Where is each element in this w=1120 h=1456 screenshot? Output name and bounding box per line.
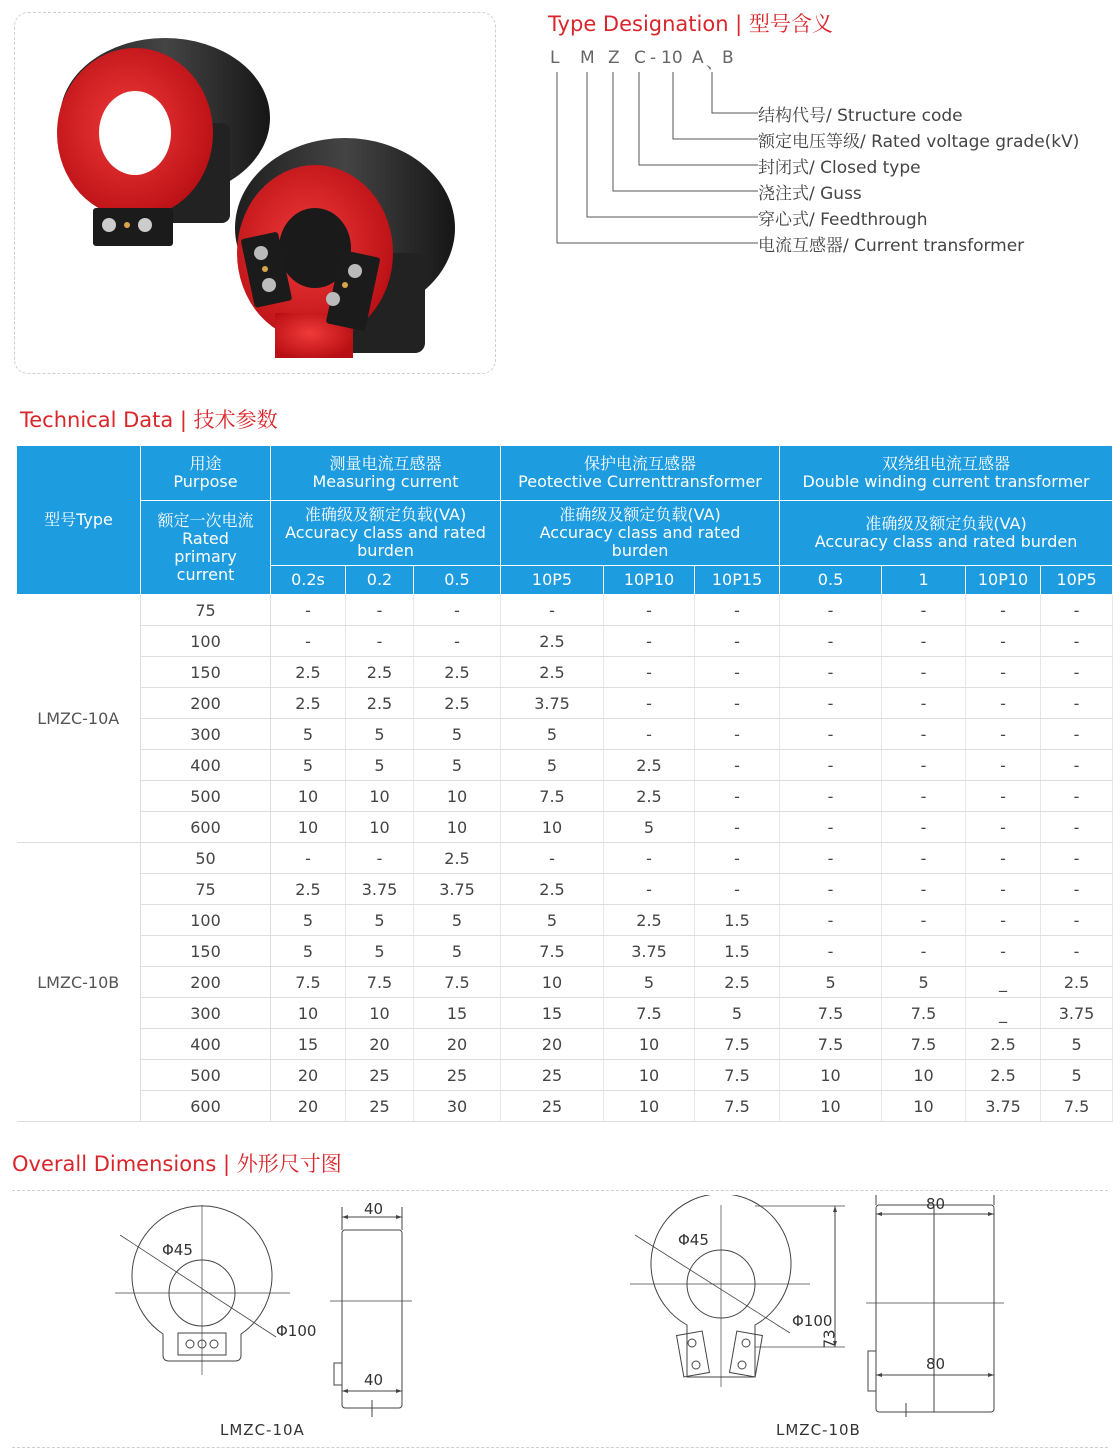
burden-cell: 3.75 [1041,998,1113,1029]
burden-cell: - [1041,657,1113,688]
burden-cell: 10 [271,998,346,1029]
burden-cell: - [966,812,1041,843]
burden-cell: 10 [271,812,346,843]
table-row [17,719,1113,750]
burden-cell: - [780,595,882,626]
header-purpose-en: Purpose [173,472,238,491]
burden-cell: 2.5 [501,874,604,905]
model-name-cell: LMZC-10B [17,843,141,1122]
burden-cell: 5 [271,719,346,750]
burden-cell: - [346,843,414,874]
code-letter: C [634,48,646,68]
burden-cell: 20 [501,1029,604,1060]
header-measuring [271,446,501,501]
burden-cell: 5 [414,936,501,967]
dim-b-outer-dia: Φ100 [792,1312,833,1330]
burden-cell: - [1041,874,1113,905]
burden-cell: 2.5 [271,657,346,688]
burden-cell: - [695,719,780,750]
burden-cell: 5 [271,936,346,967]
burden-cell: 5 [1041,1060,1113,1091]
rated-current-cell: 150 [141,657,271,688]
burden-cell: - [780,750,882,781]
legend-guss: 浇注式/ Guss [758,184,862,204]
burden-cell: - [882,657,966,688]
burden-cell: 7.5 [882,1029,966,1060]
burden-cell: 10 [271,781,346,812]
burden-cell: 1.5 [695,936,780,967]
burden-cell: - [882,688,966,719]
burden-cell: - [604,874,695,905]
burden-cell: - [1041,843,1113,874]
burden-cell: - [1041,905,1113,936]
burden-cell: 10 [414,781,501,812]
rated-current-cell: 400 [141,750,271,781]
header-model: 型号Type [17,446,141,595]
burden-cell: - [604,719,695,750]
rated-current-cell: 150 [141,936,271,967]
code-letter: 、 [706,53,723,73]
current-transformer-photo [15,13,495,373]
rated-current-cell: 100 [141,626,271,657]
burden-cell: - [966,626,1041,657]
rated-current-cell: 75 [141,874,271,905]
burden-cell: 5 [414,750,501,781]
burden-cell: - [882,626,966,657]
table-row [17,905,1113,936]
burden-cell: - [882,843,966,874]
burden-cell: - [966,719,1041,750]
burden-cell: 2.5 [695,967,780,998]
burden-cell: - [780,781,882,812]
burden-cell: - [882,781,966,812]
burden-cell: - [780,843,882,874]
legend-feedthrough: 穿心式/ Feedthrough [758,210,928,230]
burden-cell: - [695,750,780,781]
burden-cell: 15 [414,998,501,1029]
top-divider [12,1190,1108,1191]
burden-cell: - [882,719,966,750]
bottom-divider [12,1447,1108,1448]
burden-cell: 5 [604,967,695,998]
designation-leader-lines [548,70,760,250]
header-protective-accuracy: 准确级及额定负载(VA) Accuracy class and rated burden [501,501,780,566]
table-row [17,812,1113,843]
burden-cell: 10 [346,781,414,812]
burden-cell: 5 [271,905,346,936]
burden-cell: - [780,719,882,750]
header-rated-current [141,501,271,595]
burden-cell: - [966,843,1041,874]
burden-cell: 3.75 [346,874,414,905]
table-row [17,1091,1113,1122]
burden-cell: 10 [604,1029,695,1060]
header-double-acc-cn: 准确级及额定负载(VA) [865,514,1027,533]
header-purpose [141,446,271,501]
burden-cell: 5 [882,967,966,998]
table-row [17,750,1113,781]
code-letter: B [722,48,734,68]
technical-data-table [16,445,1113,1122]
table-row [17,781,1113,812]
burden-cell: - [966,781,1041,812]
burden-cell: - [604,657,695,688]
burden-cell: 2.5 [604,781,695,812]
burden-cell: - [966,595,1041,626]
header-class: 0.5 [414,566,501,595]
rated-current-cell: 300 [141,719,271,750]
burden-cell: 7.5 [695,1091,780,1122]
burden-cell: 7.5 [271,967,346,998]
burden-cell: - [1041,750,1113,781]
burden-cell: 5 [501,905,604,936]
burden-cell: - [271,626,346,657]
product-photo [14,12,496,374]
burden-cell: - [1041,812,1113,843]
burden-cell: - [414,626,501,657]
burden-cell: - [604,843,695,874]
burden-cell: 7.5 [882,998,966,1029]
legend-closed-type: 封闭式/ Closed type [758,158,921,178]
technical-data-body [17,595,1113,1122]
dim-b-height: 73 [820,1329,839,1349]
header-measuring-accuracy: 准确级及额定负载(VA) Accuracy class and rated burden [271,501,501,566]
burden-cell: - [695,657,780,688]
header-class: 10P15 [695,566,780,595]
dim-b-inner-dia: Φ45 [678,1231,709,1249]
burden-cell: 5 [604,812,695,843]
header-measuring-en: Measuring current [312,472,459,491]
header-double-accuracy [780,501,1113,566]
header-purpose-cn: 用途 [189,454,222,473]
burden-cell: - [414,595,501,626]
code-letter: A [692,48,704,68]
rated-current-cell: 200 [141,688,271,719]
table-row [17,626,1113,657]
burden-cell: - [882,874,966,905]
burden-cell: - [780,874,882,905]
rated-current-cell: 50 [141,843,271,874]
burden-cell: - [882,595,966,626]
burden-cell: 10 [346,998,414,1029]
burden-cell: 10 [604,1060,695,1091]
burden-cell: 2.5 [604,750,695,781]
header-class: 0.2 [346,566,414,595]
burden-cell: - [966,936,1041,967]
header-measuring-cn: 测量电流互感器 [329,454,442,473]
burden-cell: 5 [780,967,882,998]
burden-cell: 5 [346,905,414,936]
burden-cell: 10 [501,967,604,998]
burden-cell: 2.5 [604,905,695,936]
table-row [17,967,1113,998]
burden-cell: - [604,595,695,626]
burden-cell: - [695,812,780,843]
header-double-cn: 双绕组电流互感器 [882,454,1011,473]
burden-cell: - [695,843,780,874]
burden-cell: 7.5 [501,936,604,967]
legend-current-transformer: 电流互感器/ Current transformer [758,236,1025,256]
burden-cell: 10 [414,812,501,843]
header-class: 0.5 [780,566,882,595]
burden-cell: 25 [501,1060,604,1091]
burden-cell: 10 [882,1060,966,1091]
burden-cell: - [882,936,966,967]
table-row [17,688,1113,719]
burden-cell: 5 [271,750,346,781]
burden-cell: 2.5 [271,874,346,905]
header-protective-en: Peotective Currenttransformer [518,472,762,491]
burden-cell: 30 [414,1091,501,1122]
burden-cell: 5 [501,750,604,781]
burden-cell: - [271,595,346,626]
burden-cell: 25 [346,1060,414,1091]
rated-current-cell: 600 [141,1091,271,1122]
table-row [17,1029,1113,1060]
burden-cell: - [780,905,882,936]
burden-cell: - [604,626,695,657]
burden-cell: - [695,781,780,812]
burden-cell: 25 [501,1091,604,1122]
burden-cell: - [1041,781,1113,812]
technical-data-title: Technical Data | 技术参数 [20,408,278,432]
burden-cell: 2.5 [346,657,414,688]
rated-current-cell: 400 [141,1029,271,1060]
burden-cell: - [780,657,882,688]
dim-a-inner-dia: Φ45 [162,1241,193,1259]
rated-current-cell: 200 [141,967,271,998]
burden-cell: 20 [414,1029,501,1060]
burden-cell: - [501,595,604,626]
legend-rated-voltage: 额定电压等级/ Rated voltage grade(kV) [758,132,1080,152]
burden-cell: - [966,750,1041,781]
burden-cell: 7.5 [695,1060,780,1091]
burden-cell: 7.5 [346,967,414,998]
burden-cell: 2.5 [966,1060,1041,1091]
burden-cell: 25 [414,1060,501,1091]
header-class: 0.2s [271,566,346,595]
burden-cell: 1.5 [695,905,780,936]
drawing-lmzc-10b [620,1195,1020,1420]
burden-cell: - [780,936,882,967]
burden-cell: - [501,843,604,874]
burden-cell: - [1041,626,1113,657]
table-row [17,936,1113,967]
model-name-cell: LMZC-10A [17,595,141,843]
burden-cell: 3.75 [604,936,695,967]
burden-cell: 5 [414,719,501,750]
table-row [17,874,1113,905]
burden-cell: 2.5 [414,657,501,688]
burden-cell: 7.5 [501,781,604,812]
burden-cell: - [780,812,882,843]
burden-cell: _ [966,998,1041,1029]
table-row [17,843,1113,874]
burden-cell: 2.5 [1041,967,1113,998]
burden-cell: 7.5 [780,1029,882,1060]
burden-cell: 2.5 [346,688,414,719]
burden-cell: 20 [271,1091,346,1122]
burden-cell: - [1041,688,1113,719]
burden-cell: 10 [604,1091,695,1122]
burden-cell: - [695,874,780,905]
burden-cell: - [780,688,882,719]
burden-cell: 2.5 [501,657,604,688]
burden-cell: - [1041,936,1113,967]
type-designation-title: Type Designation | 型号含义 [548,12,833,36]
legend-structure-code: 结构代号/ Structure code [758,106,963,126]
header-class: 1 [882,566,966,595]
dim-a-outer-dia: Φ100 [276,1322,317,1340]
burden-cell: 5 [695,998,780,1029]
burden-cell: 3.75 [966,1091,1041,1122]
rated-current-cell: 75 [141,595,271,626]
burden-cell: 2.5 [501,626,604,657]
code-letter: L [550,48,560,68]
burden-cell: - [695,688,780,719]
burden-cell: - [882,750,966,781]
burden-cell: 10 [780,1091,882,1122]
burden-cell: 7.5 [780,998,882,1029]
header-class: 10P10 [966,566,1041,595]
burden-cell: 2.5 [414,843,501,874]
burden-cell: 7.5 [604,998,695,1029]
burden-cell: - [966,688,1041,719]
code-letter: Z [608,48,620,68]
burden-cell: - [882,812,966,843]
burden-cell: - [346,595,414,626]
table-row [17,657,1113,688]
burden-cell: - [966,905,1041,936]
burden-cell: - [695,595,780,626]
burden-cell: _ [966,967,1041,998]
rated-current-cell: 500 [141,1060,271,1091]
burden-cell: 10 [501,812,604,843]
burden-cell: - [604,688,695,719]
burden-cell: 7.5 [414,967,501,998]
burden-cell: - [346,626,414,657]
burden-cell: 7.5 [1041,1091,1113,1122]
table-row [17,1060,1113,1091]
burden-cell: 10 [780,1060,882,1091]
burden-cell: 10 [882,1091,966,1122]
code-letter: M [580,48,595,68]
caption-lmzc-10a: LMZC-10A [220,1421,305,1439]
burden-cell: - [966,874,1041,905]
burden-cell: 5 [346,750,414,781]
burden-cell: 2.5 [966,1029,1041,1060]
burden-cell: 20 [271,1060,346,1091]
burden-cell: 25 [346,1091,414,1122]
rated-current-cell: 500 [141,781,271,812]
burden-cell: - [780,626,882,657]
burden-cell: - [1041,595,1113,626]
header-class: 10P5 [501,566,604,595]
burden-cell: 2.5 [414,688,501,719]
burden-cell: 2.5 [271,688,346,719]
header-rated-cn: 额定一次电流 [157,510,254,530]
rated-current-cell: 100 [141,905,271,936]
header-protective-cn: 保护电流互感器 [584,454,697,473]
burden-cell: 7.5 [695,1029,780,1060]
burden-cell: - [695,626,780,657]
table-row [17,595,1113,626]
dim-a-width-bottom: 40 [364,1371,384,1389]
caption-lmzc-10b: LMZC-10B [776,1421,861,1439]
rated-current-cell: 300 [141,998,271,1029]
dim-b-width-top: 80 [926,1195,946,1213]
header-protective [501,446,780,501]
burden-cell: - [1041,719,1113,750]
code-letter: 10 [661,48,683,68]
dim-b-width-bottom: 80 [926,1355,946,1373]
rated-current-cell: 600 [141,812,271,843]
code-letter: - [650,48,657,68]
table-row [17,998,1113,1029]
burden-cell: 5 [346,719,414,750]
overall-dimensions-title: Overall Dimensions | 外形尺寸图 [12,1152,342,1176]
header-double-en: Double winding current transformer [802,472,1090,491]
dim-a-width-top: 40 [364,1200,384,1218]
header-double-acc-en: Accuracy class and rated burden [814,532,1078,551]
burden-cell: 5 [1041,1029,1113,1060]
burden-cell: 5 [346,936,414,967]
header-class: 10P5 [1041,566,1113,595]
burden-cell: 3.75 [414,874,501,905]
burden-cell: 3.75 [501,688,604,719]
header-rated-en: Rated primary current [174,528,237,584]
header-double-winding [780,446,1113,501]
burden-cell: 5 [501,719,604,750]
burden-cell: 10 [346,812,414,843]
burden-cell: 20 [346,1029,414,1060]
burden-cell: 15 [271,1029,346,1060]
burden-cell: 5 [414,905,501,936]
burden-cell: - [271,843,346,874]
header-class: 10P10 [604,566,695,595]
burden-cell: - [882,905,966,936]
burden-cell: 15 [501,998,604,1029]
burden-cell: - [966,657,1041,688]
